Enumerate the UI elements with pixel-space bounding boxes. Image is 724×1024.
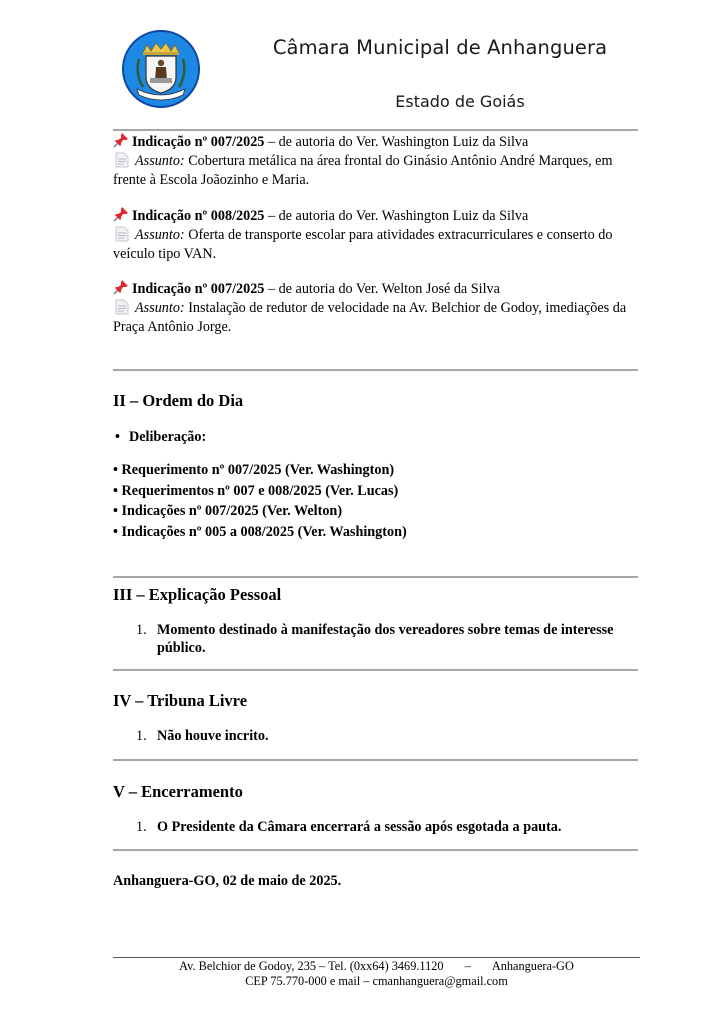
footer: [113, 959, 640, 989]
state-subtitle: Estado de Goiás: [395, 92, 525, 111]
list-item: • Indicações nº 007/2025 (Ver. Welton): [113, 503, 343, 520]
pushpin-icon: [113, 279, 129, 295]
indication-title: Indicação nº 007/2025: [132, 281, 265, 297]
subject-text: Oferta de transporte escolar para atividades extracurriculares e conserto do veículo tipo VAN.: [113, 227, 613, 262]
list-text: Não houve incrito.: [157, 728, 269, 744]
indication-title: Indicação nº 008/2025: [132, 208, 265, 224]
indication-title: Indicação nº 007/2025: [132, 134, 265, 150]
list-item: • Requerimento nº 007/2025 (Ver. Washington): [113, 462, 395, 478]
document-icon: [115, 226, 129, 242]
indication-author: – de autoria do Ver. Washington Luiz da Silva: [264, 208, 529, 224]
section-heading-tribuna-livre: IV – Tribuna Livre: [113, 691, 248, 710]
ordered-list-item: [136, 621, 636, 657]
footer-address: Av. Belchior de Godoy, 235 – Tel. (0xx64) 3469.1120: [179, 959, 444, 973]
ordered-list-item: [136, 727, 636, 745]
footer-separator: –: [464, 959, 471, 973]
list-number: 1.: [136, 622, 147, 638]
institution-title: Câmara Municipal de Anhanguera: [272, 36, 608, 59]
divider: [113, 369, 638, 371]
indication-author: – de autoria do Ver. Welton José da Silva: [264, 281, 500, 297]
indication-author: – de autoria do Ver. Washington Luiz da Silva: [264, 134, 529, 150]
section-heading-ordem-do-dia: II – Ordem do Dia: [113, 391, 244, 410]
list-item: • Indicações nº 005 a 008/2025 (Ver. Washington): [113, 523, 407, 540]
footer-line-1: [113, 959, 640, 974]
indication-item: [113, 279, 641, 337]
subject-text: Instalação de redutor de velocidade na Av. Belchior de Godoy, imediações da Praça Antônio Jorge.: [113, 300, 627, 335]
pushpin-icon: [113, 132, 129, 148]
pushpin-icon: [113, 206, 129, 222]
footer-divider: [113, 957, 640, 958]
indication-item: [113, 132, 641, 190]
divider: [113, 576, 638, 578]
document-icon: [115, 152, 129, 168]
coat-of-arms-icon: [121, 29, 201, 109]
footer-city: Anhanguera-GO: [491, 959, 574, 973]
subject-label: Assunto:: [135, 227, 185, 243]
date-line: Anhanguera-GO, 02 de maio de 2025.: [113, 873, 342, 889]
indication-item: [113, 206, 641, 264]
divider: [113, 129, 638, 131]
deliberation-list: [113, 460, 407, 542]
list-item: • Requerimentos nº 007 e 008/2025 (Ver. Lucas): [113, 482, 399, 499]
divider: [113, 759, 638, 761]
list-text: Momento destinado à manifestação dos vereadores sobre temas de interesse público.: [157, 622, 614, 656]
ordered-list-item: [136, 818, 636, 836]
document-icon: [115, 299, 129, 315]
section-heading-encerramento: V – Encerramento: [113, 782, 243, 801]
subject-text: Cobertura metálica na área frontal do Ginásio Antônio André Marques, em frente à Escola Joãozinho e Maria.: [113, 153, 613, 188]
deliberacao-label: • Deliberação:: [115, 429, 207, 445]
list-text: O Presidente da Câmara encerrará a sessão após esgotada a pauta.: [157, 819, 562, 835]
coat-of-arms-logo: [121, 29, 201, 109]
list-number: 1.: [136, 819, 147, 835]
subject-label: Assunto:: [135, 300, 185, 316]
divider: [113, 669, 638, 671]
footer-line-2: CEP 75.770-000 e mail – cmanhanguera@gmail.com: [245, 974, 508, 988]
list-number: 1.: [136, 728, 147, 744]
divider: [113, 849, 638, 851]
subject-label: Assunto:: [135, 153, 185, 169]
section-heading-explicacao-pessoal: III – Explicação Pessoal: [113, 585, 282, 604]
